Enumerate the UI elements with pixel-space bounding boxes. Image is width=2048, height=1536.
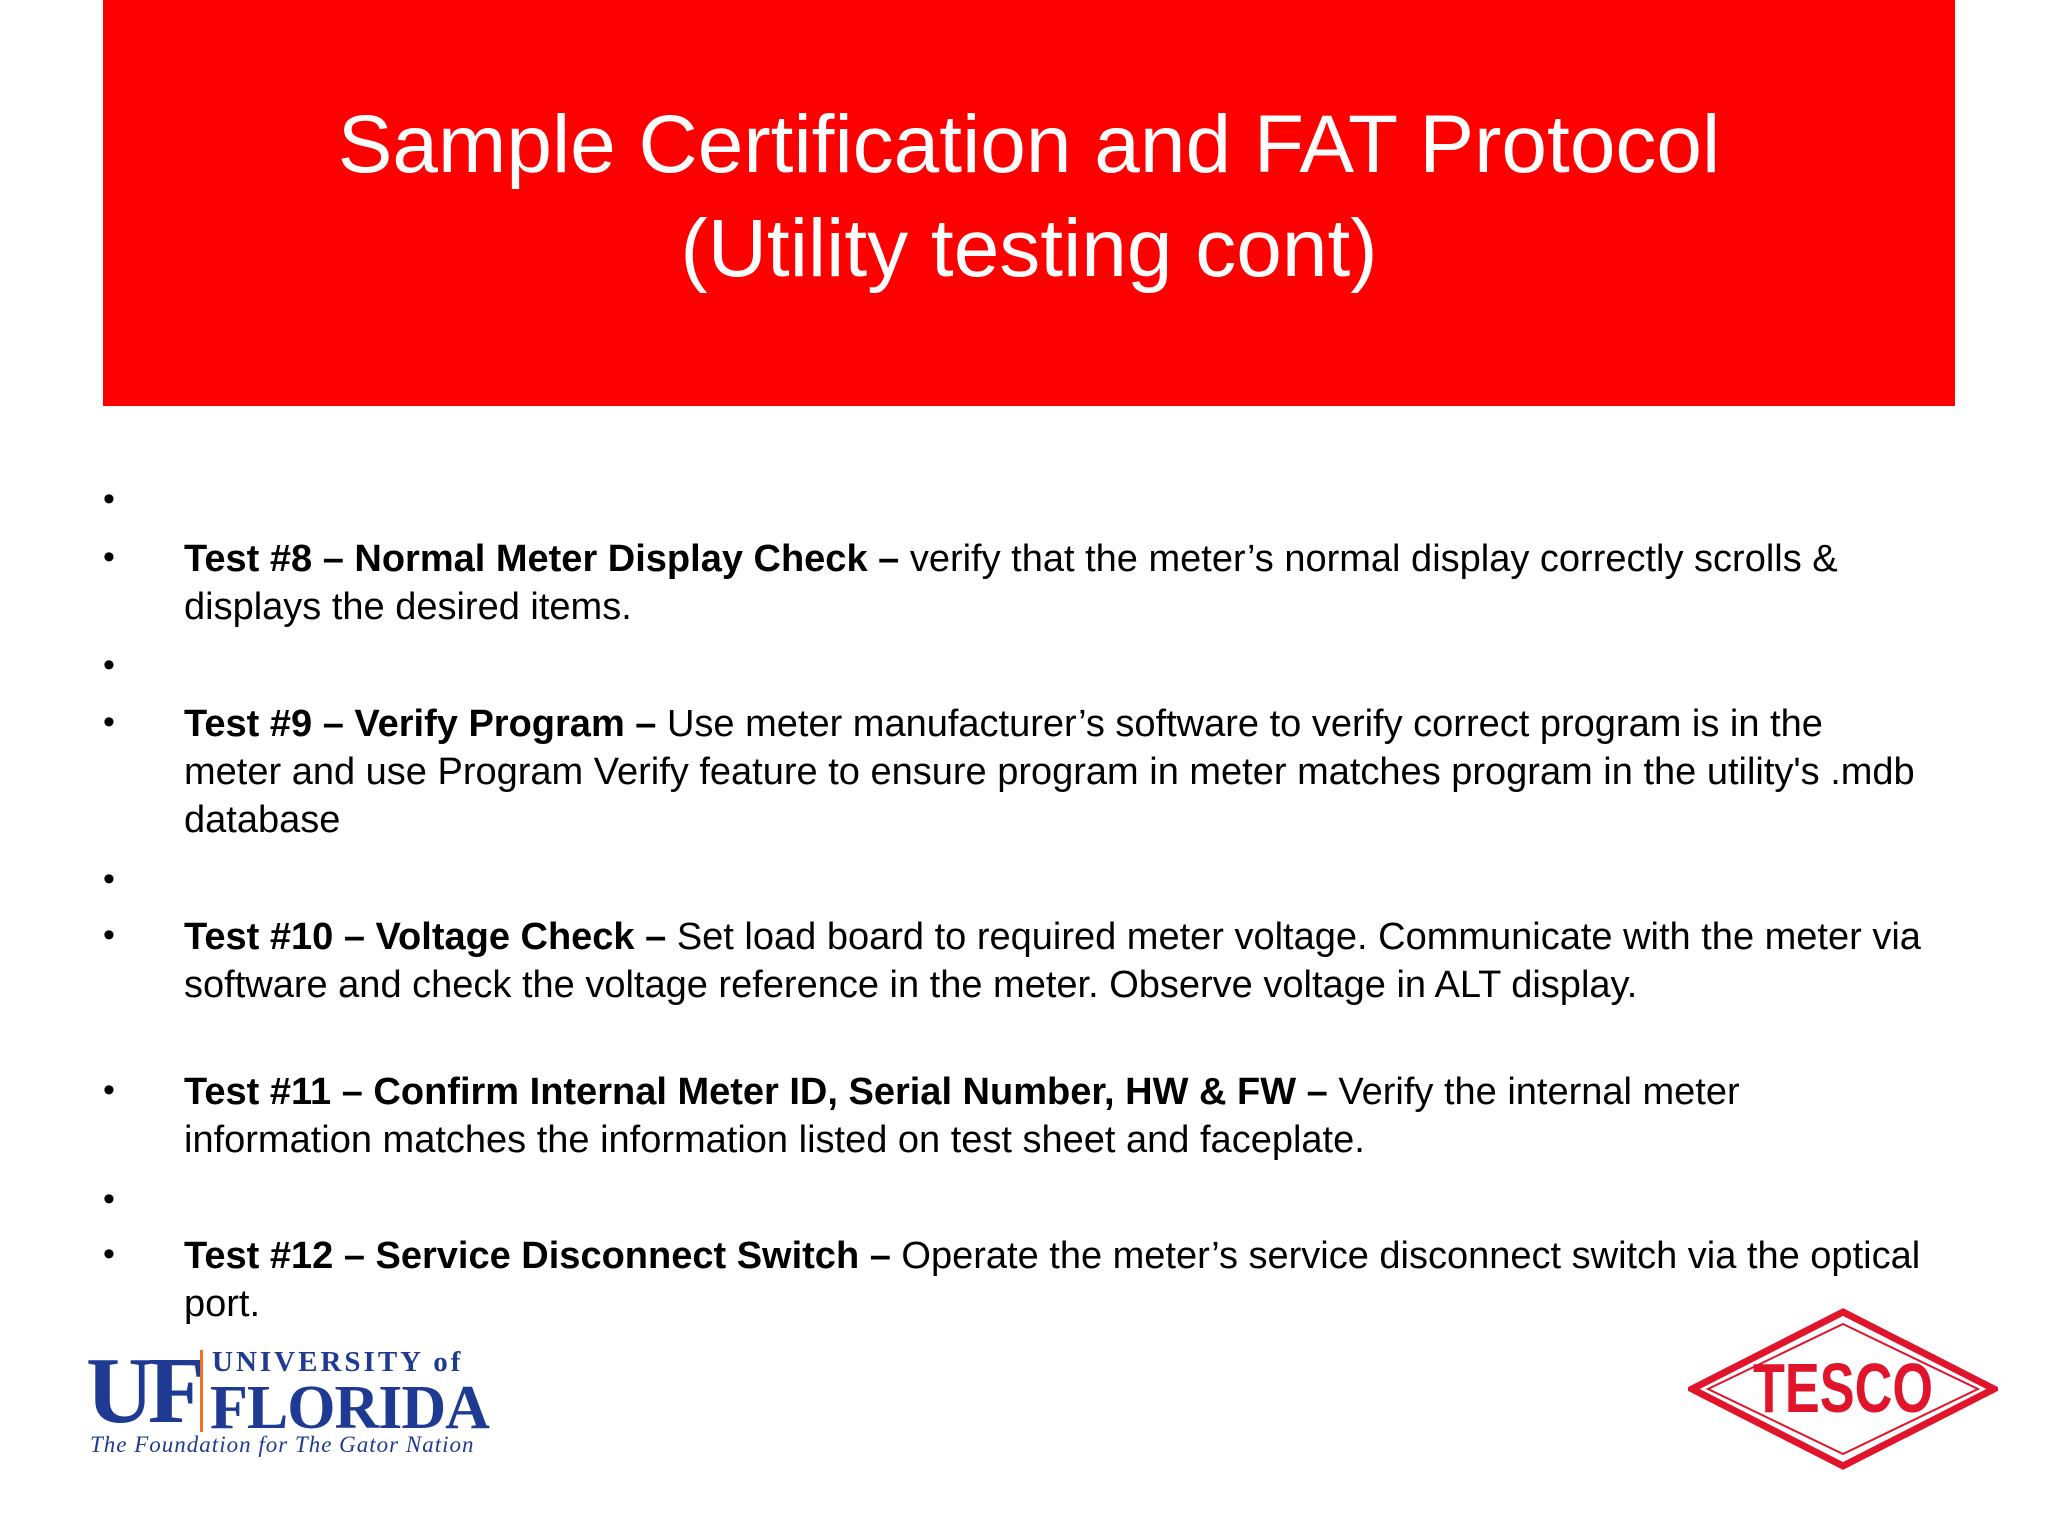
list-item-test-11 (103, 1068, 1923, 1164)
uf-mark: UF (86, 1339, 200, 1443)
title-line-2: (Utility testing cont) (680, 203, 1378, 294)
bullet-icon: • (103, 1071, 115, 1109)
test-heading: Test #10 – Voltage Check – (184, 916, 667, 958)
list-item-test-10 (103, 913, 1923, 1009)
test-heading: Test #11 – Confirm Internal Meter ID, Serial Number, HW & FW – (184, 1071, 1328, 1113)
list-item-test-8 (103, 535, 1923, 631)
uf-line1: UNIVERSITY of (212, 1346, 464, 1378)
bullet-icon: • (103, 860, 115, 898)
uf-line2: FLORIDA (210, 1374, 489, 1442)
bullet-icon: • (103, 1235, 115, 1273)
bullet-icon: • (103, 703, 115, 741)
bullet-icon: • (103, 538, 115, 576)
test-description: Verify the internal meter information matches the information listed on test sheet and faceplate. (184, 1071, 1740, 1161)
tesco-wordmark: TESCO (1753, 1349, 1933, 1427)
bullet-icon: • (103, 916, 115, 954)
title-line-1: Sample Certification and FAT Protocol (337, 99, 1721, 190)
bullet-icon: • (103, 646, 115, 684)
test-heading: Test #9 – Verify Program – (184, 703, 657, 745)
uf-tagline: The Foundation for The Gator Nation (90, 1432, 475, 1457)
bullet-icon: • (103, 480, 115, 518)
test-description: Use meter manufacturer’s software to verify correct program is in the meter and use Program Verify feature to ensure program in meter matches program in the utility's .mdb database (184, 703, 1915, 841)
bullet-icon: • (103, 1180, 115, 1218)
test-heading: Test #12 – Service Disconnect Switch – (184, 1235, 891, 1277)
title-banner (103, 0, 1955, 406)
test-description: Set load board to required meter voltage. Communicate with the meter via software and check the voltage reference in the meter. Observe voltage in ALT display. (184, 916, 1921, 1006)
test-description: Operate the meter’s service disconnect switch via the optical port. (184, 1235, 1921, 1325)
slide-title (338, 93, 1721, 301)
test-heading: Test #8 – Normal Meter Display Check – (184, 538, 900, 580)
list-item-test-12 (103, 1232, 1923, 1328)
list-item-test-9 (103, 700, 1923, 844)
test-description: verify that the meter’s normal display correctly scrolls & displays the desired items. (184, 538, 1838, 628)
